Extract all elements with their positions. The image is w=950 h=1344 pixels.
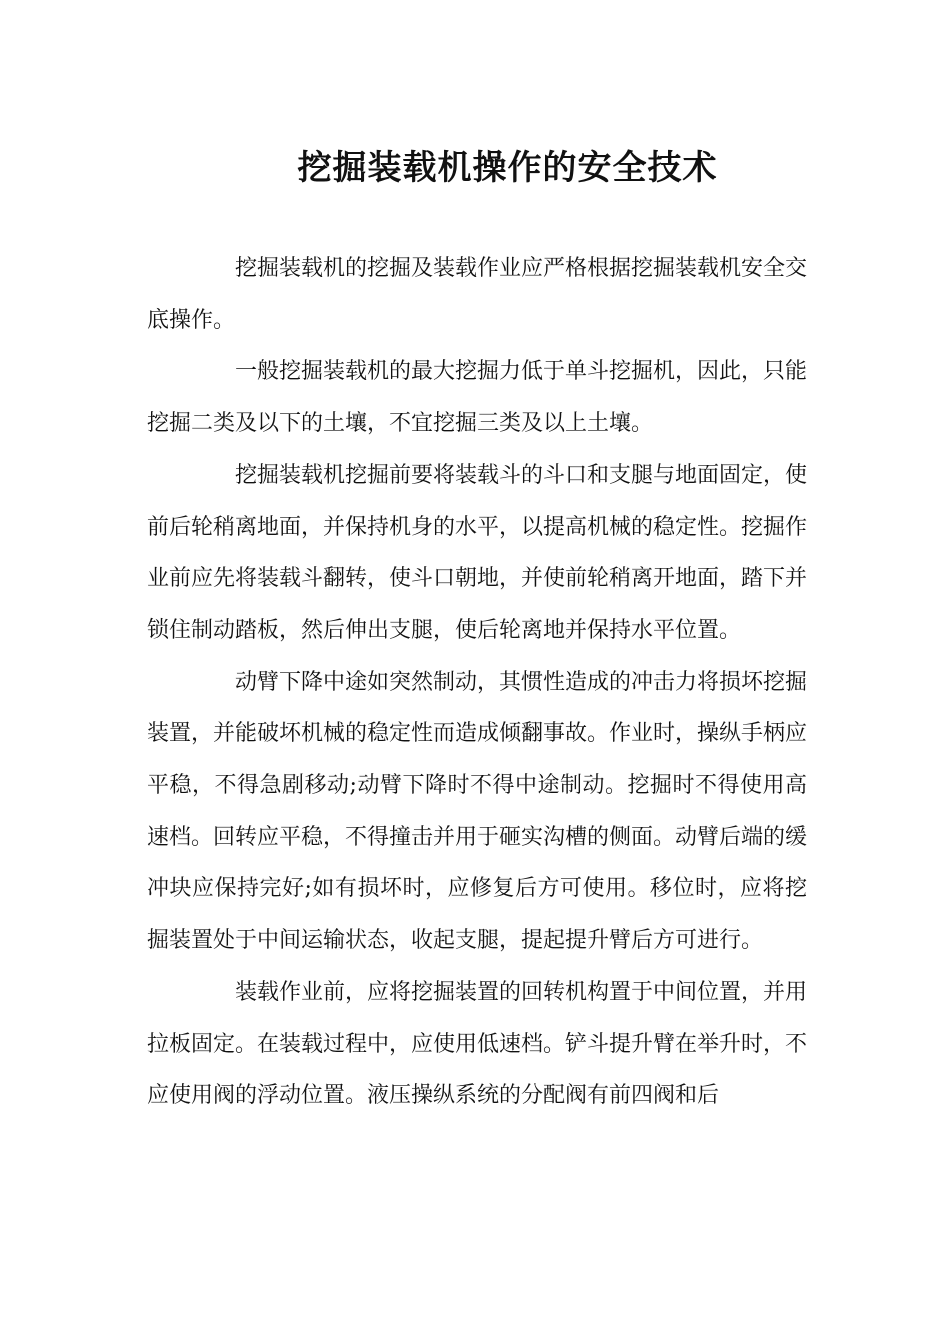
document-body xyxy=(147,243,807,1122)
paragraph: 动臂下降中途如突然制动，其惯性造成的冲击力将损坏挖掘装置，并能破坏机械的稳定性而造成倾翻事故。作业时，操纵手柄应平稳，不得急剧移动;动臂下降时不得中途制动。挖掘时不得使用高速档。回转应平稳，不得撞击并用于砸实沟槽的侧面。动臂后端的缓冲块应保持完好;如有损坏时，应修复后方可使用。移位时，应将挖掘装置处于中间运输状态，收起支腿，提起提升臂后方可进行。 xyxy=(147,669,808,954)
paragraph: 装载作业前，应将挖掘装置的回转机构置于中间位置，并用拉板固定。在装载过程中，应使用低速档。铲斗提升臂在举升时，不应使用阀的浮动位置。液压操纵系统的分配阀有前四阀和后 xyxy=(147,979,808,1109)
paragraph: 一般挖掘装载机的最大挖掘力低于单斗挖掘机，因此，只能挖掘二类及以下的土壤，不宜挖掘三类及以上土壤。 xyxy=(147,359,808,437)
paragraph: 挖掘装载机的挖掘及装载作业应严格根据挖掘装载机安全交底操作。 xyxy=(147,256,808,333)
paragraph: 挖掘装载机挖掘前要将装载斗的斗口和支腿与地面固定，使前后轮稍离地面，并保持机身的水平，以提高机械的稳定性。挖掘作业前应先将装载斗翻转，使斗口朝地，并使前轮稍离开地面，踏下并锁住制动踏板，然后伸出支腿，使后轮离地并保持水平位置。 xyxy=(147,462,808,643)
document-title: 挖掘装载机操作的安全技术 xyxy=(297,147,718,188)
